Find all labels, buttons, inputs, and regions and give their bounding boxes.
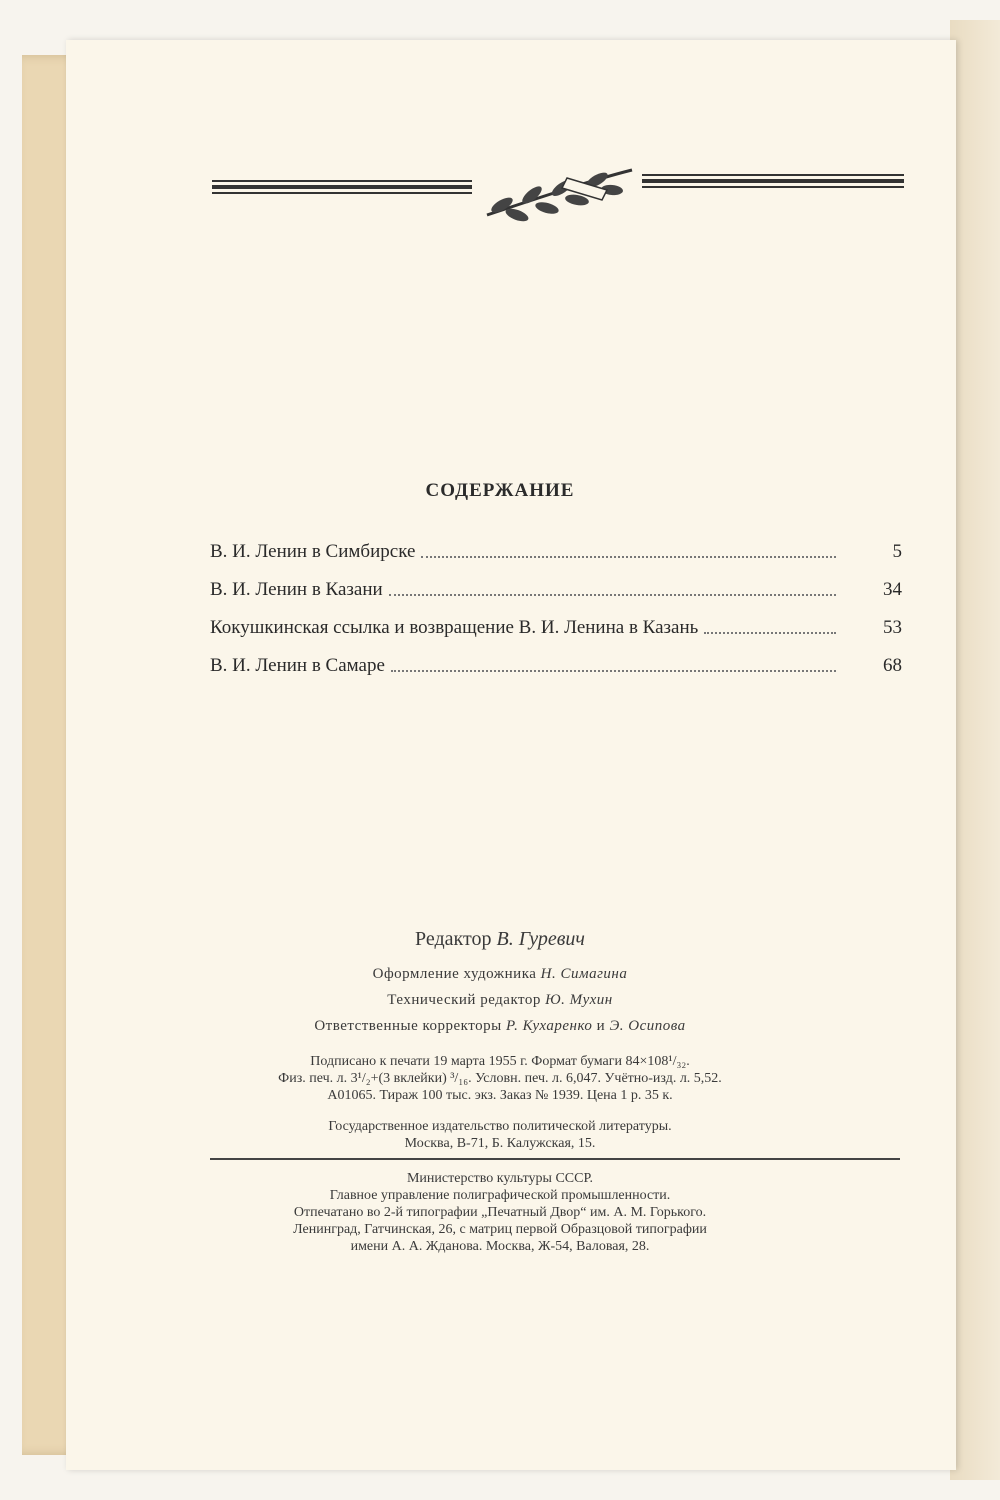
tech-editor-name: Ю. Мухин xyxy=(545,992,613,1008)
editor-name: В. Гуревич xyxy=(496,928,585,950)
toc-entry-title: В. И. Ленин в Казани xyxy=(210,579,383,600)
editor-line xyxy=(0,928,1000,951)
proofreader-name: Э. Осипова xyxy=(609,1018,686,1034)
print-detail-line: Физ. печ. л. 3¹/₂+(3 вклейки) ³/₁₆. Условн. печ. л. 6,047. Учётно-изд. л. 5,52. xyxy=(278,1071,722,1086)
toc-entry xyxy=(210,537,902,563)
design-name: Н. Симагина xyxy=(540,966,628,982)
laurel-ornament-icon xyxy=(212,160,904,230)
printer-line: Министерство культуры СССР. xyxy=(406,1171,594,1186)
book-page xyxy=(66,40,956,1470)
tech-editor-label: Технический редактор xyxy=(387,992,541,1008)
toc-entry-page: 5 xyxy=(892,541,902,562)
tech-editor-line xyxy=(0,992,1000,1009)
leader-dots xyxy=(704,631,836,634)
toc-entry-title: В. И. Ленин в Симбирске xyxy=(210,541,416,562)
next-page-edge xyxy=(950,20,1000,1480)
proofreaders-and: и xyxy=(596,1018,606,1034)
printer-info xyxy=(0,1170,1000,1255)
print-detail-line: А01065. Тираж 100 тыс. экз. Заказ № 1939. Цена 1 р. 35 к. xyxy=(327,1088,673,1103)
toc-entry-title: В. И. Ленин в Самаре xyxy=(210,655,385,676)
proofreaders-line xyxy=(0,1018,1000,1035)
printer-line: Ленинград, Гатчинская, 26, с матриц первой Образцовой типографии xyxy=(293,1222,707,1237)
print-details xyxy=(0,1053,1000,1104)
proofreaders-label: Ответственные корректоры xyxy=(314,1018,502,1034)
design-line xyxy=(0,966,1000,983)
design-label: Оформление художника xyxy=(372,966,537,982)
leader-dots xyxy=(389,593,836,596)
publisher-line: Москва, В-71, Б. Калужская, 15. xyxy=(404,1136,596,1151)
editor-label: Редактор xyxy=(415,928,492,950)
leader-dots xyxy=(421,555,836,558)
toc-entry xyxy=(210,613,902,639)
proofreader-name: Р. Кухаренко xyxy=(505,1018,593,1034)
printer-line: имени А. А. Жданова. Москва, Ж-54, Валовая, 28. xyxy=(350,1239,650,1254)
leader-dots xyxy=(391,669,836,672)
printer-line: Отпечатано во 2-й типографии „Печатный Двор“ им. А. М. Горького. xyxy=(293,1205,707,1220)
toc-entry xyxy=(210,651,902,677)
toc-entry-page: 68 xyxy=(883,655,902,676)
divider xyxy=(210,1158,900,1160)
toc-entry xyxy=(210,575,902,601)
publisher-info xyxy=(0,1118,1000,1152)
toc-entry-page: 34 xyxy=(883,579,902,600)
print-detail-line: Подписано к печати 19 марта 1955 г. Формат бумаги 84×108¹/₃₂. xyxy=(310,1054,690,1069)
toc-entry-page: 53 xyxy=(883,617,902,638)
publisher-line: Государственное издательство политической литературы. xyxy=(328,1119,672,1134)
printer-line: Главное управление полиграфической промышленности. xyxy=(329,1188,671,1203)
toc-entry-title: Кокушкинская ссылка и возвращение В. И. Ленина в Казань xyxy=(210,617,699,638)
toc-title: СОДЕРЖАНИЕ xyxy=(425,480,575,501)
